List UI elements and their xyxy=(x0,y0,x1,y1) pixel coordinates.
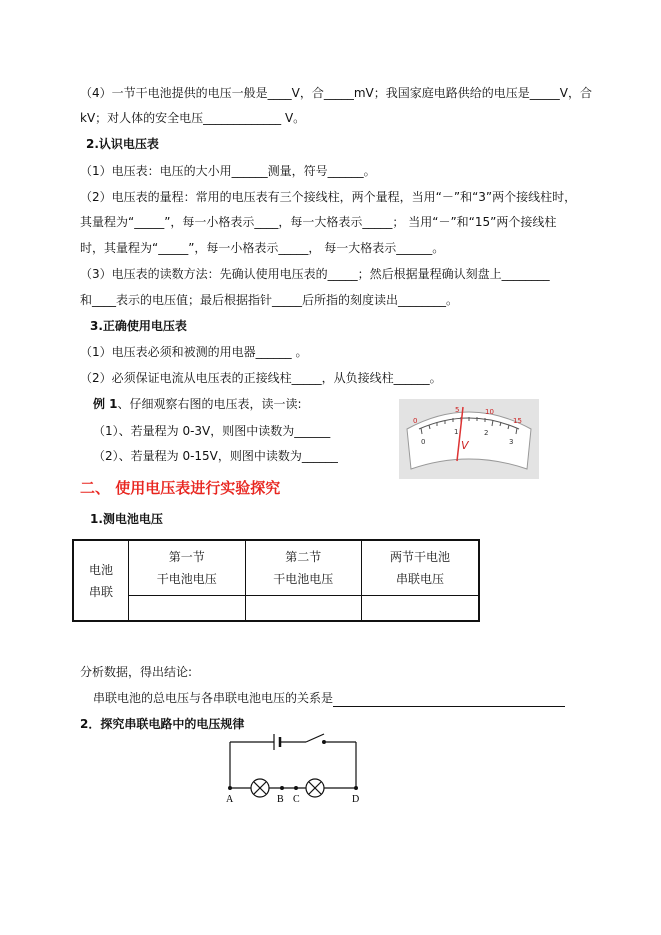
row-header-line2: 串联 xyxy=(88,584,113,599)
meter-tick-top-5: 5 xyxy=(455,406,460,414)
row-header-line1: 电池 xyxy=(88,562,113,577)
subheading-2: 2．探究串联电路中的电压规律 xyxy=(80,717,245,731)
point-c: C xyxy=(293,794,300,805)
value-cell-3[interactable] xyxy=(362,596,480,622)
subheading-1: 1.测电池电压 xyxy=(90,512,163,526)
conclusion-text: 串联电池的总电压与各串联电池电压的关系是 xyxy=(93,691,334,705)
col-header-1 xyxy=(129,540,246,596)
row-header xyxy=(73,540,129,621)
meter-tick-bottom-3: 3 xyxy=(509,438,514,446)
series-circuit-diagram xyxy=(218,732,368,806)
col1-line1: 第一节 xyxy=(168,550,205,564)
conclusion-blank[interactable] xyxy=(333,690,565,707)
example-label: 例 1 xyxy=(93,397,118,411)
col3-line2: 串联电压 xyxy=(395,572,444,586)
col3-line1: 两节干电池 xyxy=(389,550,450,564)
value-cell-2[interactable] xyxy=(245,596,362,622)
example-text: 、仔细观察右图的电压表，读一读: xyxy=(117,397,302,411)
point-d: D xyxy=(352,794,360,805)
line-4a: （4）一节干电池提供的电压一般是____V，合_____mV；我国家庭电路供给的电压是_____V，合 xyxy=(80,86,592,100)
meter-tick-bottom-0: 0 xyxy=(421,438,426,446)
rule-1: （1）电压表必须和被测的用电器______ 。 xyxy=(80,345,308,359)
heading-2: 2.认识电压表 xyxy=(86,137,159,151)
meter-tick-top-0: 0 xyxy=(413,417,418,425)
col1-line2: 干电池电压 xyxy=(156,572,217,586)
example-q1: （1）、若量程为 0-3V，则图中读数为______ xyxy=(93,424,331,438)
col2-line2: 干电池电压 xyxy=(273,572,334,586)
para-1: （1）电压表：电压的大小用______测量，符号______。 xyxy=(80,164,376,178)
para-2c: 时，其量程为“_____”，每一小格表示_____， 每一大格表示______。 xyxy=(80,241,445,255)
battery-voltage-table xyxy=(72,539,480,622)
voltmeter-figure xyxy=(399,399,539,479)
meter-unit: V xyxy=(461,439,469,452)
example-q2: （2）、若量程为 0-15V，则图中读数为______ xyxy=(93,449,338,463)
para-2a: （2）电压表的量程：常用的电压表有三个接线柱，两个量程，当用“－”和“3”两个接线柱时， xyxy=(80,190,577,204)
para-3b: 和____表示的电压值；最后根据指针_____后所指的刻度读出________。 xyxy=(80,293,459,307)
meter-tick-top-10: 10 xyxy=(485,408,494,416)
point-a: A xyxy=(226,794,234,805)
meter-tick-bottom-2: 2 xyxy=(484,429,489,437)
para-2b: 其量程为“_____”，每一小格表示____，每一大格表示_____； 当用“－”和“15”两个接线柱 xyxy=(80,215,557,229)
section-2-title: 二、 使用电压表进行实验探究 xyxy=(80,479,281,497)
rule-2: （2）必须保证电流从电压表的正接线柱_____，从负接线柱______。 xyxy=(80,371,442,385)
line-4b: kV；对人体的安全电压_____________ V。 xyxy=(80,111,306,125)
point-b: B xyxy=(277,794,284,805)
conclusion-title: 分析数据，得出结论: xyxy=(80,665,193,679)
heading-3: 3.正确使用电压表 xyxy=(90,319,187,333)
col-header-3 xyxy=(362,540,480,596)
meter-tick-top-15: 15 xyxy=(513,417,522,425)
meter-tick-bottom-1: 1 xyxy=(454,428,459,436)
example-1 xyxy=(93,396,302,412)
col-header-2 xyxy=(245,540,362,596)
para-3a: （3）电压表的读数方法：先确认使用电压表的_____；然后根据量程确认刻盘上________ xyxy=(80,267,550,281)
conclusion-line xyxy=(93,690,565,707)
value-cell-1[interactable] xyxy=(129,596,246,622)
col2-line1: 第二节 xyxy=(285,550,322,564)
